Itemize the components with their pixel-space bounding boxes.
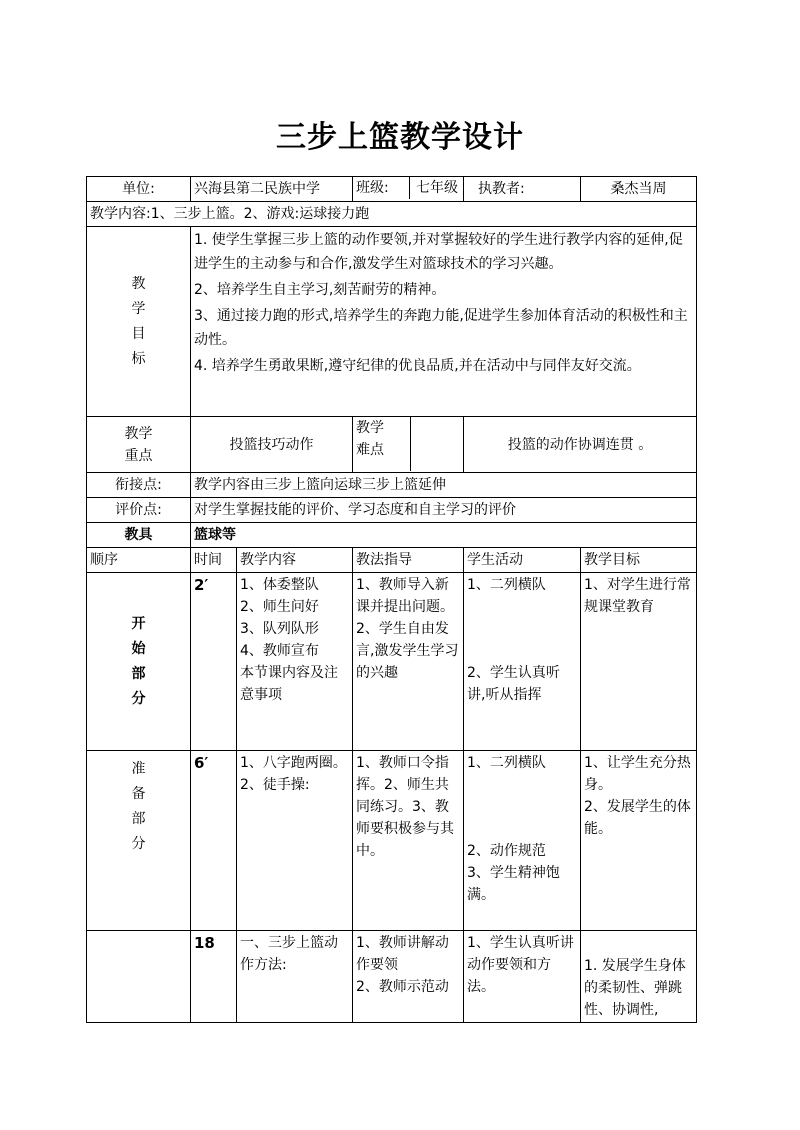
section-method: 1、教师导入新课并提出问题。 2、学生自由发言,激发学生学习的兴趣 (353, 573, 464, 751)
tools-row (87, 523, 697, 548)
objectives-label: 教 学 目 标 (87, 227, 191, 417)
tools-value: 篮球等 (191, 523, 697, 548)
objective-item: 1. 使学生掌握三步上篮的动作要领,并对掌握较好的学生进行教学内容的延伸,促进学生的主动参与和合作,激发学生对篮球技术的学习兴趣。 (194, 232, 683, 272)
eval-label: 评价点: (87, 498, 191, 523)
lesson-plan-table (86, 176, 697, 1023)
section-activity: 1、二列横队 2、动作规范 3、学生精神饱满。 (464, 751, 581, 931)
section-content: 1、八字跑两圈。 2、徒手操: (237, 751, 353, 931)
section-name: 开 始 部 分 (87, 573, 191, 751)
objectives-row (87, 227, 697, 417)
section-row (87, 931, 697, 1023)
link-label: 衔接点: (87, 473, 191, 498)
eval-row (87, 498, 697, 523)
link-value: 教学内容由三步上篮向运球三步上篮延伸 (191, 473, 697, 498)
difficulty-value: 投篮的动作协调连贯 。 (464, 417, 697, 473)
column-header: 教学内容 (237, 548, 353, 573)
column-header: 教法指导 (353, 548, 464, 573)
page-title: 三步上篮教学设计 (276, 120, 524, 155)
column-header: 教学目标 (581, 548, 697, 573)
unit-value: 兴海县第二民族中学 (191, 177, 353, 202)
section-content: 一、三步上篮动作方法: (237, 931, 353, 1023)
key-label: 教学 重点 (87, 417, 191, 473)
section-method: 1、教师口令指挥。2、师生共同练习。3、教师要积极参与其中。 (353, 751, 464, 931)
section-time: 18 (191, 931, 237, 1023)
difficulty-cell (353, 417, 464, 473)
key-row (87, 417, 697, 473)
objective-item: 3、通过接力跑的形式,培养学生的奔跑力能,促进学生参加体育活动的积极性和主动性。 (194, 308, 688, 348)
grade-value: 七年级 (416, 180, 458, 196)
content-line: 教学内容:1、三步上篮。2、游戏:运球接力跑 (87, 202, 697, 227)
section-content: 1、体委整队 2、师生问好 3、队列队形 4、教师宣布 本节课内容及注意事项 (237, 573, 353, 751)
section-goal: 1、对学生进行常规课堂教育 (581, 573, 697, 751)
section-activity: 1、学生认真听讲动作要领和方法。 (464, 931, 581, 1023)
section-name: 准 备 部 分 (87, 751, 191, 931)
section-goal: 1、让学生充分热身。 2、发展学生的体能。 (581, 751, 697, 931)
grade-label: 班级: (353, 177, 410, 199)
section-method: 1、教师讲解动作要领 2、教师示范动 (353, 931, 464, 1023)
column-header: 学生活动 (464, 548, 581, 573)
section-time: 2′ (191, 573, 237, 751)
key-value: 投篮技巧动作 (191, 417, 353, 473)
objective-item: 2、培养学生自主学习,刻苦耐劳的精神。 (194, 282, 446, 298)
content-row (87, 202, 697, 227)
columns-row (87, 548, 697, 573)
objective-item: 4. 培养学生勇敢果断,遵守纪律的优良品质,并在活动中与同伴友好交流。 (194, 358, 641, 374)
difficulty-label: 教学 难点 (353, 417, 411, 471)
section-activity: 1、二列横队 2、学生认真听讲,听从指挥 (464, 573, 581, 751)
header-row (87, 177, 697, 202)
section-row (87, 573, 697, 751)
section-row (87, 751, 697, 931)
column-header: 顺序 (87, 548, 191, 573)
eval-value: 对学生掌握技能的评价、学习态度和自主学习的评价 (191, 498, 697, 523)
teacher-value: 桑杰当周 (581, 177, 697, 202)
objectives-list (191, 227, 697, 417)
tools-label: 教具 (87, 523, 191, 548)
column-header: 时间 (191, 548, 237, 573)
link-row (87, 473, 697, 498)
section-goal: 1. 发展学生身体的柔韧性、弹跳性、协调性, (581, 931, 697, 1023)
grade-cell (353, 177, 464, 202)
teacher-label: 执教者: (464, 177, 581, 202)
section-name (87, 931, 191, 1023)
unit-label: 单位: (87, 177, 191, 202)
section-time: 6′ (191, 751, 237, 931)
